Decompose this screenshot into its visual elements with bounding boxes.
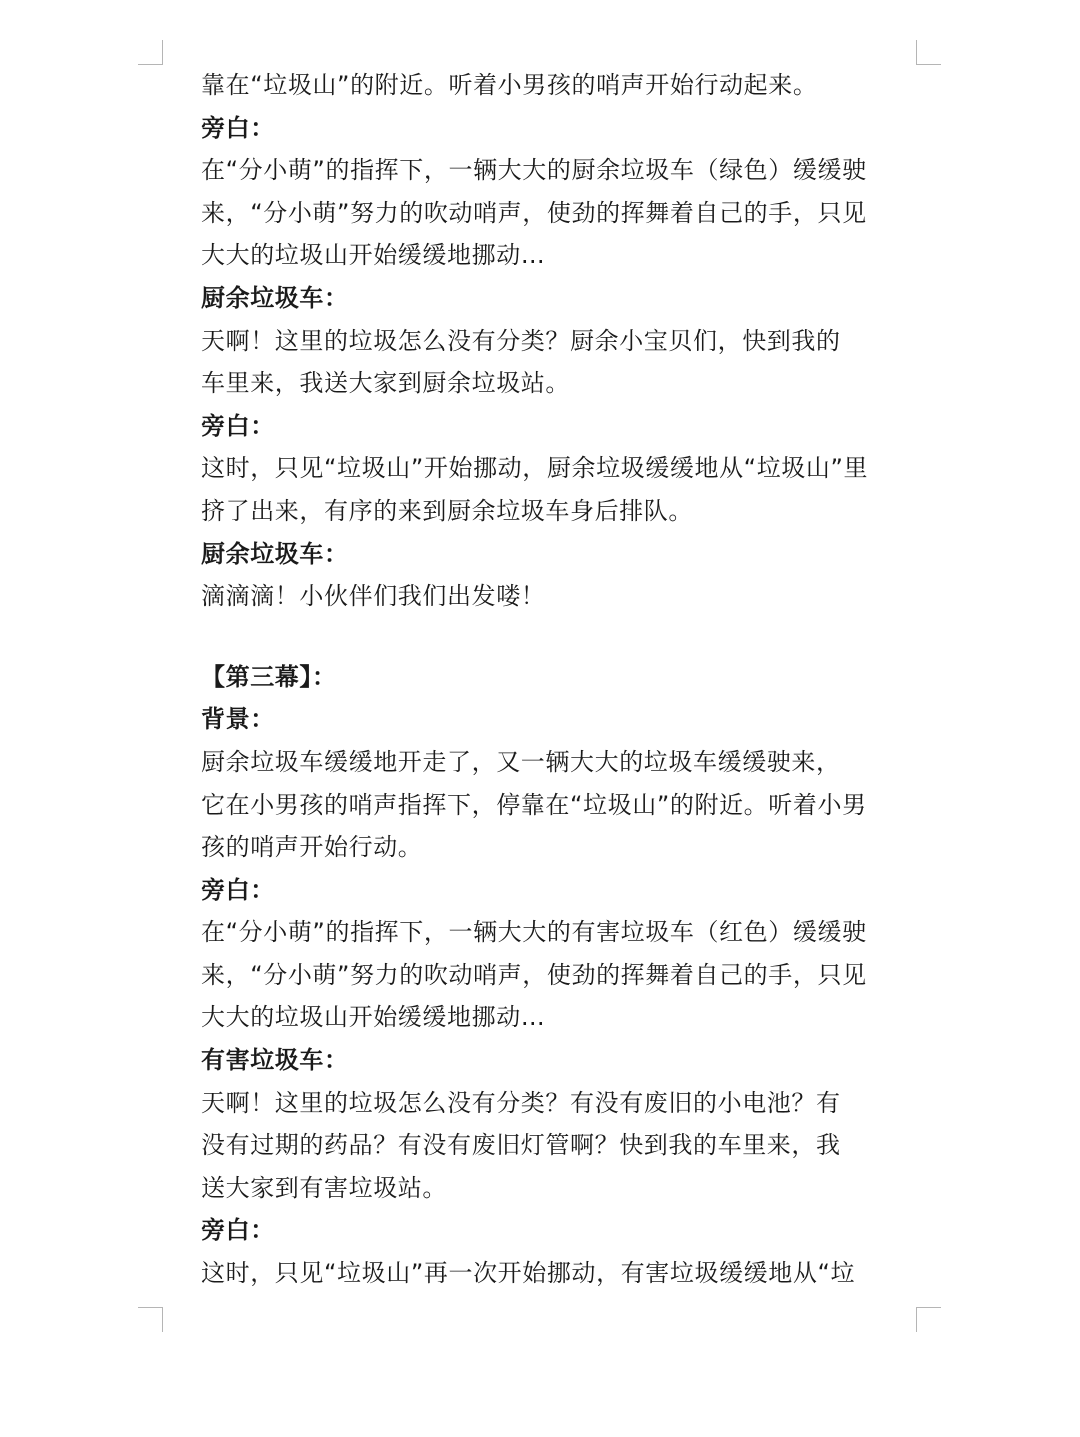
dialogue-line: 来，“分小萌”努力的吹动哨声，使劲的挥舞着自己的手，只见	[201, 198, 867, 227]
speaker-label: 背景：	[201, 705, 275, 734]
dialogue-line: 大大的垃圾山开始缓缓地挪动…	[201, 241, 546, 270]
dialogue-line: 在“分小萌”的指挥下，一辆大大的有害垃圾车（红色）缓缓驶	[201, 918, 867, 947]
speaker-label: 旁白：	[201, 1216, 275, 1245]
speaker-label: 旁白：	[201, 411, 275, 440]
dialogue-line: 没有过期的药品？有没有废旧灯管啊？快到我的车里来，我	[201, 1131, 841, 1160]
dialogue-line: 这时，只见“垃圾山”再一次开始挪动，有害垃圾缓缓地从“垃	[201, 1259, 856, 1288]
script-section-act2-end	[201, 64, 917, 618]
speaker-label: 厨余垃圾车：	[201, 539, 349, 568]
dialogue-line: 厨余垃圾车缓缓地开走了，又一辆大大的垃圾车缓缓驶来，	[201, 747, 841, 776]
margin-corner-bottom-left	[138, 1307, 163, 1332]
speaker-label: 旁白：	[201, 113, 275, 142]
margin-corner-bottom-right	[916, 1307, 941, 1332]
dialogue-line: 挤了出来，有序的来到厨余垃圾车身后排队。	[201, 496, 693, 525]
dialogue-line: 送大家到有害垃圾站。	[201, 1173, 447, 1202]
paragraph-gap	[201, 618, 917, 656]
document-body	[201, 64, 917, 1295]
dialogue-line: 天啊！这里的垃圾怎么没有分类？有没有废旧的小电池？有	[201, 1088, 841, 1117]
dialogue-line: 靠在“垃圾山”的附近。听着小男孩的哨声开始行动起来。	[201, 71, 818, 99]
dialogue-line: 大大的垃圾山开始缓缓地挪动…	[201, 1003, 546, 1032]
speaker-label: 厨余垃圾车：	[201, 283, 349, 312]
margin-corner-top-left	[138, 40, 163, 65]
margin-corner-top-right	[916, 40, 941, 65]
dialogue-line: 天啊！这里的垃圾怎么没有分类？厨余小宝贝们，快到我的	[201, 326, 841, 355]
dialogue-line: 这时，只见“垃圾山”开始挪动，厨余垃圾缓缓地从“垃圾山”里	[201, 454, 869, 483]
dialogue-line: 孩的哨声开始行动。	[201, 833, 423, 862]
speaker-label: 有害垃圾车：	[201, 1046, 349, 1075]
dialogue-line: 来，“分小萌”努力的吹动哨声，使劲的挥舞着自己的手，只见	[201, 960, 867, 989]
act-title: 【第三幕】：	[201, 662, 337, 691]
dialogue-line: 在“分小萌”的指挥下，一辆大大的厨余垃圾车（绿色）缓缓驶	[201, 156, 867, 185]
speaker-label: 旁白：	[201, 875, 275, 904]
dialogue-line: 车里来，我送大家到厨余垃圾站。	[201, 369, 570, 398]
dialogue-line: 它在小男孩的哨声指挥下，停靠在“垃圾山”的附近。听着小男	[201, 790, 867, 819]
script-section-act3	[201, 698, 917, 1294]
dialogue-line: 滴滴滴！小伙伴们我们出发喽！	[201, 582, 546, 611]
